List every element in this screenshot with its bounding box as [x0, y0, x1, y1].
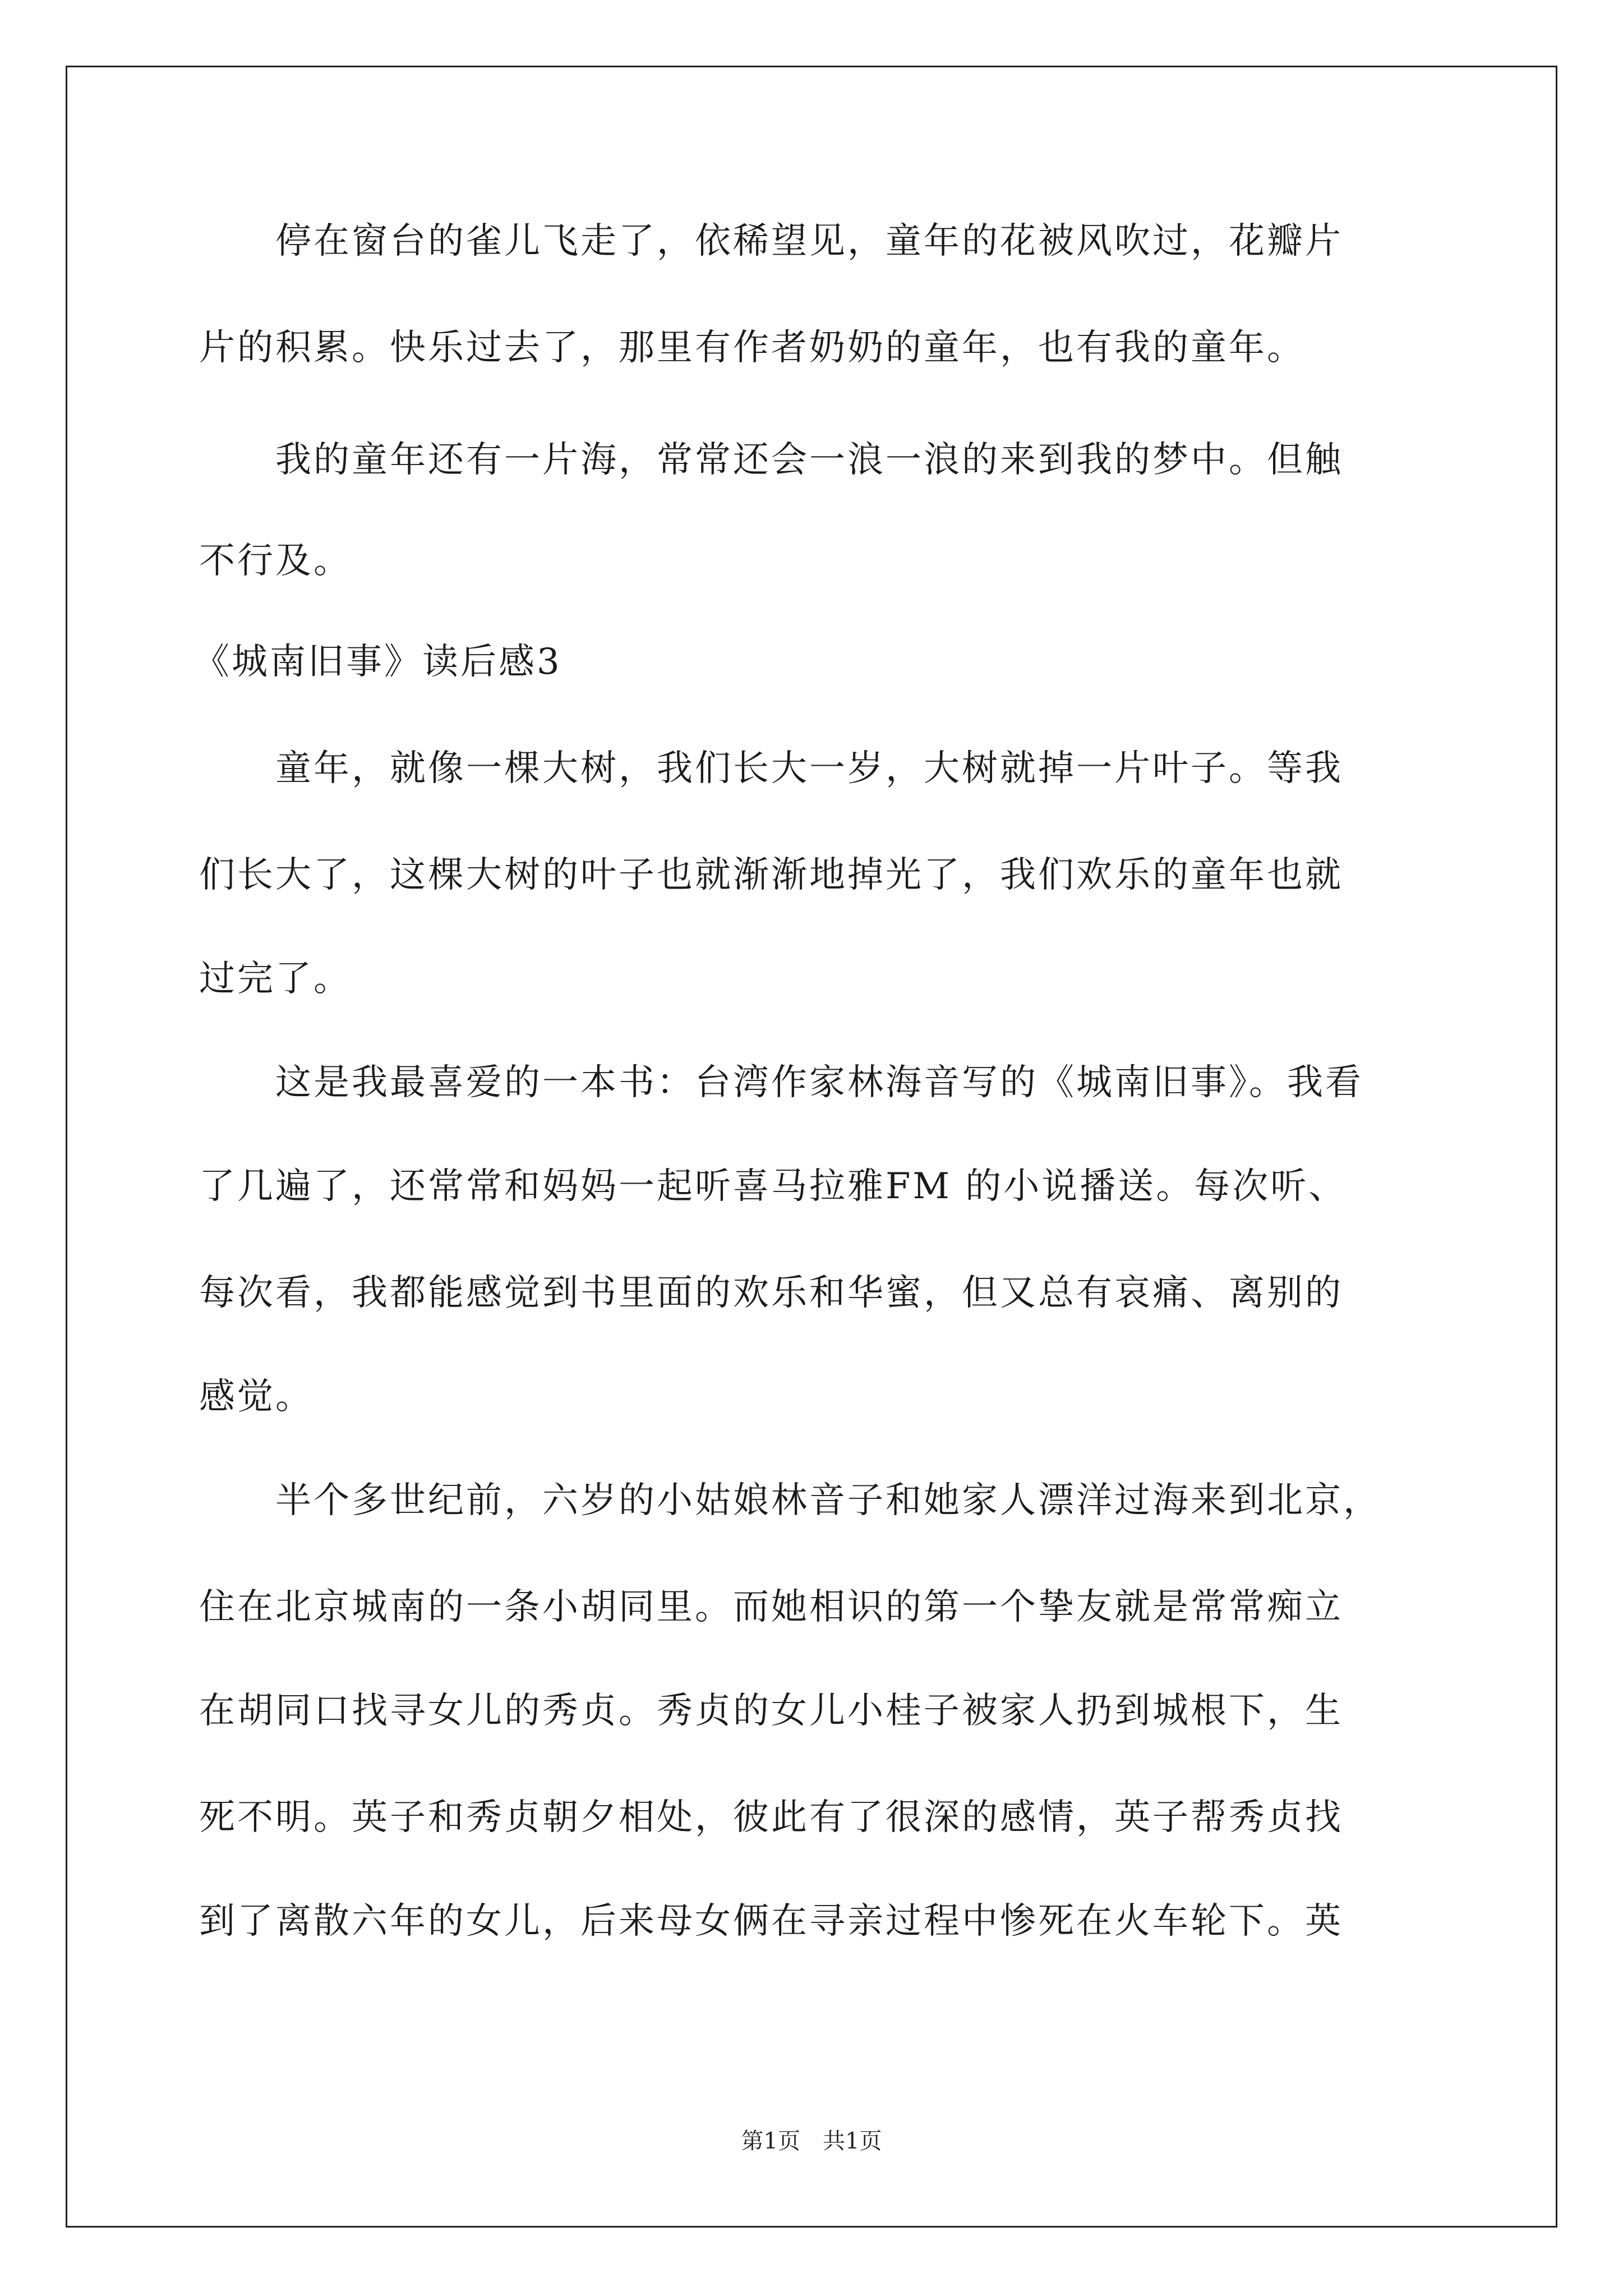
text-line: 们长大了，这棵大树的叶子也就渐渐地掉光了，我们欢乐的童年也就: [199, 854, 1343, 896]
text-line: 过完了。: [199, 958, 352, 1000]
text-line: 感觉。: [199, 1376, 313, 1418]
page-number: 第1页 共1页: [741, 2128, 882, 2154]
text-line: 死不明。英子和秀贞朝夕相处，彼此有了很深的感情，英子帮秀贞找: [199, 1797, 1343, 1838]
text-line: 住在北京城南的一条小胡同里。而她相识的第一个挚友就是常常痴立: [199, 1586, 1343, 1628]
text-line: 童年，就像一棵大树，我们长大一岁，大树就掉一片叶子。等我: [199, 748, 1343, 789]
text-line: 不行及。: [199, 540, 352, 582]
text-line: 片的积累。快乐过去了，那里有作者奶奶的童年，也有我的童年。: [199, 327, 1305, 369]
text-line: 这是我最喜爱的一本书：台湾作家林海音写的《城南旧事》。我看: [199, 1062, 1363, 1103]
text-line: 在胡同口找寻女儿的秀贞。秀贞的女儿小桂子被家人扔到城根下，生: [199, 1690, 1343, 1732]
section-heading: 《城南旧事》读后感3: [193, 641, 562, 683]
text-line: 半个多世纪前，六岁的小姑娘林音子和她家人漂洋过海来到北京，: [199, 1480, 1381, 1521]
text-line: 我的童年还有一片海，常常还会一浪一浪的来到我的梦中。但触: [199, 439, 1343, 481]
text-line: 到了离散六年的女儿，后来母女俩在寻亲过程中惨死在火车轮下。英: [199, 1901, 1343, 1942]
text-line: 停在窗台的雀儿飞走了，依稀望见，童年的花被风吹过，花瓣片: [199, 220, 1343, 262]
text-line: 每次看，我都能感觉到书里面的欢乐和华蜜，但又总有哀痛、离别的: [199, 1272, 1343, 1314]
text-line: 了几遍了，还常常和妈妈一起听喜马拉雅FM 的小说播送。每次听、: [199, 1166, 1347, 1207]
